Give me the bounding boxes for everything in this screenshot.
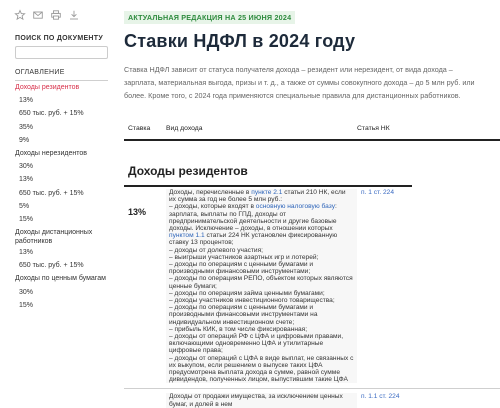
- tax-code-reference-link[interactable]: п. 1.1 ст. 224: [361, 393, 400, 401]
- toc-item-securities[interactable]: Доходы по ценным бумагам: [15, 275, 106, 283]
- tax-code-reference-link[interactable]: п. 1 ст. 224: [361, 189, 394, 196]
- table-row: [124, 388, 500, 407]
- tax-base-link[interactable]: основную налоговую базу: [255, 203, 336, 211]
- rate-cell: 13%: [128, 207, 147, 217]
- toc-item[interactable]: 5%: [19, 202, 30, 210]
- toc-item[interactable]: 13%: [19, 97, 34, 105]
- list-item: – доходы участников инвестиционного товарищества;: [169, 297, 335, 305]
- list-item: – доходы по операциям с ценными бумагами и производными финансовыми инструментами на индивидуальном инвестиционном счете;: [169, 304, 318, 326]
- intro-paragraph: Ставка НДФЛ зависит от статуса получателя дохода – резидент или нерезидент, от вида дохода – зарплата, материальная выгода, призы и т. д., а также от суммы совокупного дохода – до 5 млн руб. или более. Кроме того, с 2024 года применяются специальные правила для дистанционных работников.: [124, 65, 475, 100]
- header-tax-code-article: Статья НК: [357, 125, 390, 132]
- desc-text: статьи 210 НК, если их сумма за год не более 5 млн руб.:: [169, 189, 346, 204]
- toc-item[interactable]: 15%: [19, 301, 34, 309]
- list-item: – доходы от операций РФ с ЦФА и цифровыми правами, включающими одновременно ЦФА и утилитарные цифровые права;: [169, 333, 344, 355]
- article-link[interactable]: пункте 2.1: [251, 189, 283, 196]
- toc-item[interactable]: 13%: [19, 249, 34, 257]
- income-description: [166, 189, 357, 383]
- search-label: ПОИСК ПО ДОКУМЕНТУ: [15, 35, 104, 42]
- page-title: Ставки НДФЛ в 2024 году: [124, 31, 356, 51]
- toc-item[interactable]: 650 тыс. руб. + 15%: [19, 110, 84, 118]
- toc-item[interactable]: 35%: [19, 123, 34, 131]
- list-item: – выигрыши участников азартных игр и лотерей;: [169, 253, 319, 261]
- list-item: – доходы по операциям с ценными бумагами и производными финансовыми инструментами;: [169, 261, 314, 276]
- toc-item-remote-workers[interactable]: Доходы дистанционных работников: [15, 229, 93, 245]
- print-icon[interactable]: [51, 10, 61, 21]
- list-item: – доходы по операциям РЕПО, объектом которых являются ценные бумаги;: [169, 275, 353, 290]
- list-item-text: статьи 224 НК установлен фиксированную ставку 13 процентов;: [169, 232, 338, 247]
- toc-item[interactable]: 30%: [19, 288, 34, 296]
- download-icon[interactable]: [69, 10, 79, 21]
- list-item: – доходы от долевого участия;: [169, 246, 264, 254]
- toc-item[interactable]: 9%: [19, 136, 30, 144]
- star-icon[interactable]: [15, 10, 25, 21]
- list-item: [169, 203, 354, 246]
- toc-item[interactable]: 650 тыс. руб. + 15%: [19, 189, 84, 197]
- main-content: [124, 0, 500, 408]
- list-item-text: – доходы, которые входят в: [169, 203, 256, 211]
- list-item: – прибыль КИК, в том числе фиксированная;: [169, 325, 308, 333]
- toc-title: ОГЛАВЛЕНИЕ: [15, 69, 108, 81]
- income-description: Доходы от продажи имущества, за исключением ценных бумаг, и долей в нем: [166, 393, 357, 407]
- toc-item[interactable]: 30%: [19, 163, 34, 171]
- header-rate: Ставка: [128, 125, 151, 132]
- toc-item-residents[interactable]: Доходы резидентов: [15, 84, 80, 91]
- section-title: Доходы резидентов: [128, 164, 248, 178]
- toc-item[interactable]: 13%: [19, 176, 34, 184]
- list-item-text: : зарплата, выплаты по ГПД, доходы от предпринимательской деятельности и другие базовые доходы. Исключение – доходы, в отношении которых: [169, 203, 337, 233]
- header-income-type: Вид дохода: [166, 125, 203, 132]
- edition-badge: АКТУАЛЬНАЯ РЕДАКЦИЯ НА 25 ИЮНЯ 2024: [124, 11, 295, 24]
- desc-text: Доходы, перечисленные в: [169, 189, 252, 196]
- toc-item[interactable]: 15%: [19, 215, 34, 223]
- table-row: [124, 187, 500, 383]
- toc-list: [15, 81, 112, 312]
- sidebar: [0, 0, 112, 401]
- search-input[interactable]: [15, 46, 108, 59]
- income-list: [169, 203, 354, 383]
- toc-item-nonresidents[interactable]: Доходы нерезидентов: [15, 149, 87, 157]
- article-link[interactable]: пунктом 1.1: [169, 232, 205, 240]
- toolbar: [15, 8, 112, 22]
- toc-item[interactable]: 650 тыс. руб. + 15%: [19, 262, 84, 270]
- mail-icon[interactable]: [33, 10, 43, 21]
- table-header: [124, 125, 500, 141]
- list-item: – доходы от операций с ЦФА в виде выплат, не связанных с их выкупом, если решением о выпуске таких ЦФА предусмотрена выплата дохода в сумме, равной сумме дивидендов, полученных лицом, выпустившим такие ЦФА: [169, 354, 354, 384]
- list-item: – доходы по операциям займа ценными бумагами;: [169, 289, 325, 297]
- rate-cell: [124, 393, 166, 407]
